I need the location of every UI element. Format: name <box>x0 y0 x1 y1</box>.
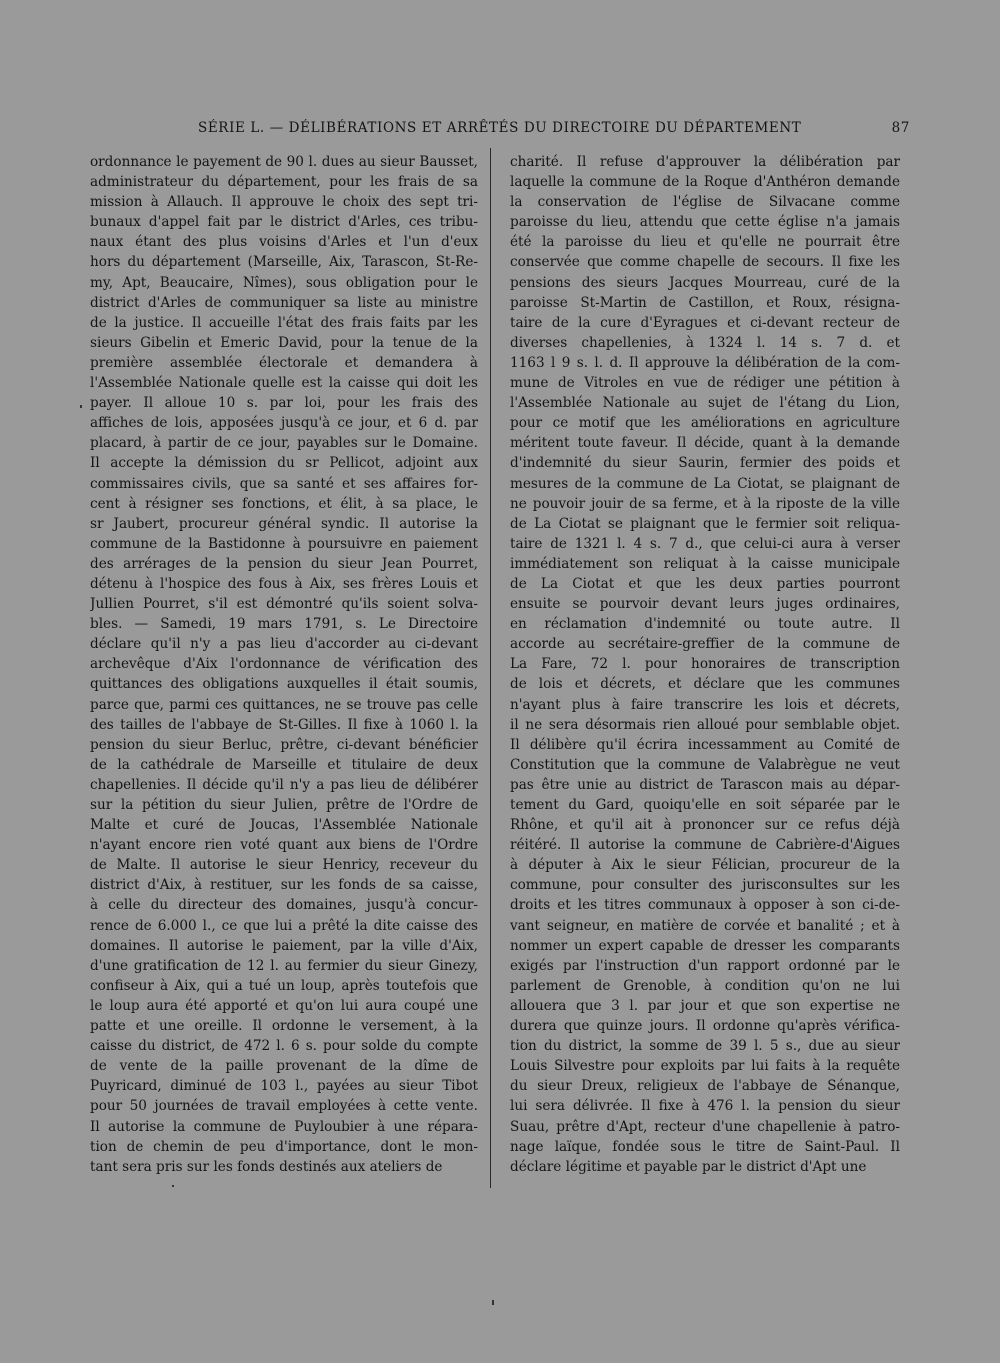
text-line: pour ce motif que les améliorations en agriculture <box>510 415 900 432</box>
text-line: vant seigneur, en matière de corvée et banalité ; et à <box>510 917 900 934</box>
text-line: archevêque d'Aix l'ordonnance de vérification des <box>90 656 478 673</box>
text-line: diverses chapellenies, à 1324 l. 14 s. 7 d. et <box>510 334 900 351</box>
text-line: le loup aura été apporté et qu'on lui aura coupé une <box>90 997 478 1014</box>
text-line: de vente de la paille provenant de la dîme de <box>90 1058 478 1075</box>
text-line: été la paroisse du lieu et qu'elle ne pourrait être <box>510 234 900 251</box>
text-line: hors du département (Marseille, Aix, Tarascon, St-Re- <box>90 254 478 271</box>
left-column <box>90 152 478 1177</box>
text-line: première assemblée électorale et demandera à <box>90 354 478 371</box>
text-line: Suau, prêtre d'Apt, recteur d'une chapellenie à patro- <box>510 1118 900 1135</box>
running-header <box>88 120 910 142</box>
text-line: tion de chemin de peu d'importance, dont le mon- <box>90 1138 478 1155</box>
page-number: 87 <box>891 120 910 136</box>
text-line: en réclamation d'indemnité ou toute autre. Il <box>510 616 900 633</box>
text-line: immédiatement son reliquat à la caisse municipale <box>510 555 900 572</box>
text-line: pensions des sieurs Jacques Mourreau, curé de la <box>510 274 900 291</box>
text-line: ordonnance le payement de 90 l. dues au sieur Bausset, <box>90 154 478 170</box>
header-title: SÉRIE L. — DÉLIBÉRATIONS ET ARRÊTÉS DU DIRECTOIRE DU DÉPARTEMENT <box>198 120 802 136</box>
text-line: tement du Gard, quoiqu'elle en soit séparée par le <box>510 797 900 813</box>
text-line: caisse du district, de 472 l. 6 s. pour solde du compte <box>90 1038 478 1055</box>
text-line: durera que quinze jours. Il ordonne qu'après vérifica- <box>510 1018 900 1035</box>
text-line: chapellenies. Il décide qu'il n'y a pas lieu de délibérer <box>90 776 478 793</box>
text-line: Jullien Pourret, s'il est démontré qu'ils soient solva- <box>90 596 478 613</box>
text-line: district d'Aix, à restituer, sur les fonds de sa caisse, <box>90 877 478 894</box>
text-line: mune de Vitroles en vue de rédiger une pétition à <box>510 375 900 392</box>
text-line: commune de la Bastidonne à poursuivre en paiement <box>90 535 478 552</box>
text-line: de la justice. Il accueille l'état des frais faits par les <box>90 314 478 331</box>
text-line: cent à résigner ses fonctions, et élit, à sa place, le <box>90 495 478 512</box>
text-line: domaines. Il autorise le paiement, par la ville d'Aix, <box>90 937 478 954</box>
text-line: rence de 6.000 l., ce que lui a prêté la dite caisse des <box>90 917 478 934</box>
text-line: Malte et curé de Joucas, l'Assemblée Nationale <box>90 817 478 834</box>
text-line: n'ayant encore rien voté quant aux biens de l'Ordre <box>90 837 478 854</box>
text-line: conservée que comme chapelle de secours. Il fixe les <box>510 254 900 271</box>
text-line: payer. Il alloue 10 s. par loi, pour les frais des <box>90 395 478 412</box>
text-line: sieurs Gibelin et Emeric David, pour la tenue de la <box>90 334 478 351</box>
text-line: de lois et décrets, et déclare que les communes <box>510 676 900 693</box>
text-line: exigés par l'instruction d'un rapport ordonné par le <box>510 957 900 974</box>
text-line: placard, à partir de ce jour, payables sur le Domaine. <box>90 435 478 452</box>
text-line: taire de 1321 l. 4 s. 7 d., que celui-ci aura à verser <box>510 535 900 552</box>
text-line: Constitution que la commune de Valabrègue ne veut <box>510 756 900 773</box>
text-line: mesures de la commune de La Ciotat, se plaignant de <box>510 475 900 492</box>
text-line: nage laïque, fondée sous le titre de Saint-Paul. Il <box>510 1138 900 1155</box>
text-line: laquelle la commune de la Roque d'Anthéron demande <box>510 174 900 191</box>
text-line: Il délibère qu'il écrira incessamment au Comité de <box>510 736 900 753</box>
text-line: droits et les titres communaux à opposer à son ci-de- <box>510 897 900 914</box>
text-line: charité. Il refuse d'approuver la délibération par <box>510 154 900 170</box>
text-line: quittances des obligations auxquelles il était soumis, <box>90 676 478 693</box>
text-line: de la cathédrale de Marseille et titulaire de deux <box>90 756 478 773</box>
text-line: pas être unie au district de Tarascon mais au dépar- <box>510 776 900 793</box>
text-line: n'ayant plus à faire transcrire les lois et décrets, <box>510 696 900 713</box>
text-line: l'Assemblée Nationale quelle est la caisse qui doit les <box>90 375 478 392</box>
text-line: tion du district, la somme de 39 l. 5 s., due au sieur <box>510 1038 900 1055</box>
text-line: administrateur du département, pour les frais de sa <box>90 174 478 191</box>
text-line: Louis Silvestre pour exploits par lui faits à la requête <box>510 1058 900 1075</box>
text-line: commissaires civils, que sa santé et ses affaires for- <box>90 475 478 492</box>
text-line: la conservation de l'église de Silvacane comme <box>510 194 900 211</box>
text-line: détenu à l'hospice des fous à Aix, ses frères Louis et <box>90 575 478 592</box>
text-line: déclare légitime et payable par le district d'Apt une <box>510 1158 867 1175</box>
text-line: de La Ciotat se plaignant que le fermier soit reliqua- <box>510 515 900 532</box>
text-line: taire de la cure d'Eyragues et ci-devant recteur de <box>510 314 900 331</box>
text-line: La Fare, 72 l. pour honoraires de transcription <box>510 656 900 673</box>
right-column <box>510 152 900 1177</box>
text-line: affiches de lois, apposées jusqu'à ce jour, et 6 d. par <box>90 415 478 432</box>
text-line: commune, pour consulter des jurisconsultes sur les <box>510 877 900 894</box>
text-line: à députer à Aix le sieur Félician, procureur de la <box>510 857 900 874</box>
column-divider <box>490 148 491 1188</box>
text-line: déclare qu'il n'y a pas lieu d'accorder au ci-devant <box>90 636 478 653</box>
text-line: tant sera pris sur les fonds destinés aux ateliers de <box>90 1158 443 1175</box>
text-line: Puyricard, diminué de 103 l., payées au sieur Tibot <box>90 1078 478 1095</box>
text-line: accorde au secrétaire-greffier de la commune de <box>510 636 900 653</box>
text-line: pension du sieur Berluc, prêtre, ci-devant bénéficier <box>90 736 478 753</box>
text-line: district d'Arles de communiquer sa liste au ministre <box>90 294 478 311</box>
text-line: à celle du directeur des domaines, jusqu'à concur- <box>90 897 478 914</box>
text-line: des tailles de l'abbaye de St-Gilles. Il fixe à 1060 l. la <box>90 716 478 733</box>
text-line: pour 50 journées de travail employées à cette vente. <box>90 1098 478 1115</box>
text-line: 1163 l 9 s. l. d. Il approuve la délibération de la com- <box>510 354 900 371</box>
text-line: nommer un expert capable de dresser les comparants <box>510 937 900 954</box>
text-line: parlement de Grenoble, à condition qu'on ne lui <box>510 977 900 994</box>
text-line: des arrérages de la pension du sieur Jean Pourret, <box>90 555 478 572</box>
text-line: paroisse St-Martin de Castillon, et Roux, résigna- <box>510 294 900 311</box>
paper-speck <box>80 405 82 408</box>
text-line: parce que, parmi ces quittances, ne se trouve pas celle <box>90 696 478 713</box>
text-line: d'indemnité du sieur Saurin, fermier des poids et <box>510 455 900 472</box>
text-line: Il accepte la démission du sr Pellicot, adjoint aux <box>90 455 478 472</box>
text-line: méritent toute faveur. Il décide, quant à la demande <box>510 435 900 452</box>
text-line: bles. — Samedi, 19 mars 1791, s. Le Directoire <box>90 616 478 633</box>
text-line: my, Apt, Beaucaire, Nîmes), sous obligation pour le <box>90 274 478 291</box>
text-line: naux étant des plus voisins d'Arles et l'un d'eux <box>90 234 478 251</box>
text-line: de La Ciotat et que les deux parties pourront <box>510 575 900 592</box>
text-line: allouera que 3 l. par jour et que son expertise ne <box>510 997 900 1014</box>
text-line: sr Jaubert, procureur général syndic. Il autorise la <box>90 515 478 532</box>
text-line: réitéré. Il autorise la commune de Cabrière-d'Aigues <box>510 837 900 854</box>
text-line: patte et une oreille. Il ordonne le versement, à la <box>90 1018 478 1035</box>
paper-speck <box>172 1185 174 1187</box>
text-line: ensuite se pourvoir devant leurs juges ordinaires, <box>510 596 900 613</box>
text-line: de Malte. Il autorise le sieur Henricy, receveur du <box>90 857 478 874</box>
text-line: bunaux d'appel fait par le district d'Arles, ces tribu- <box>90 214 478 231</box>
text-line: mission à Allauch. Il approuve le choix des sept tri- <box>90 194 478 211</box>
text-line: sur la pétition du sieur Julien, prêtre de l'Ordre de <box>90 797 478 813</box>
text-line: d'une gratification de 12 l. au fermier du sieur Ginezy, <box>90 957 478 974</box>
text-line: paroisse du lieu, attendu que cette église n'a jamais <box>510 214 900 231</box>
text-line: du sieur Dreux, religieux de l'abbaye de Sénanque, <box>510 1078 900 1095</box>
text-line: l'Assemblée Nationale au sujet de l'étang du Lion, <box>510 395 900 412</box>
text-line: confiseur à Aix, qui a tué un loup, après toutefois que <box>90 977 478 994</box>
text-line: Il autorise la commune de Puyloubier à une répara- <box>90 1118 478 1135</box>
paper-speck <box>492 1300 494 1305</box>
text-line: Rhône, et qu'il ait à prononcer sur ce refus déjà <box>510 817 900 834</box>
text-line: ne pouvoir jouir de sa ferme, et à la riposte de la ville <box>510 495 900 512</box>
text-line: il ne sera désormais rien alloué pour semblable objet. <box>510 716 900 733</box>
text-line: lui sera délivrée. Il fixe à 476 l. la pension du sieur <box>510 1098 900 1115</box>
